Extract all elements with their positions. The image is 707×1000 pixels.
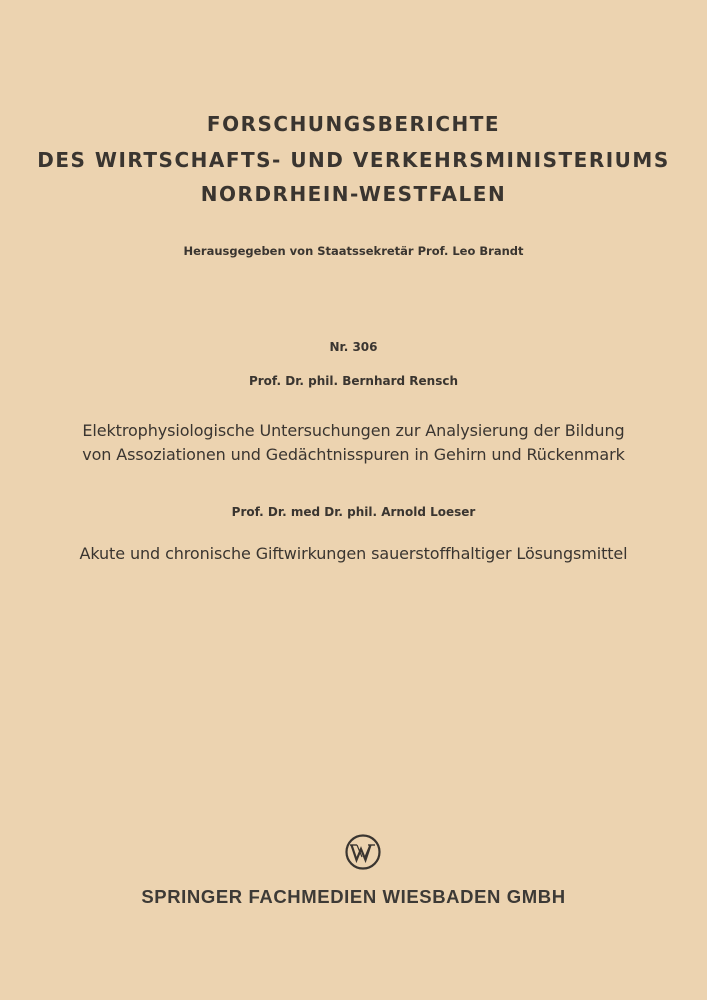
- title-1-line-2: von Assoziationen und Gedächtnisspuren in Gehirn und Rückenmark: [82, 445, 625, 464]
- series-title-line-1: FORSCHUNGSBERICHTE: [206, 112, 501, 136]
- author-1: Prof. Dr. phil. Bernhard Rensch: [248, 374, 459, 388]
- editor-line: Herausgegeben von Staatssekretär Prof. Leo Brandt: [183, 244, 524, 258]
- series-title-line-3: NORDRHEIN-WESTFALEN: [200, 182, 507, 206]
- publisher-name: SPRINGER FACHMEDIEN WIESBADEN GMBH: [141, 886, 566, 907]
- title-2-line-1: Akute und chronische Giftwirkungen sauerstoffhaltiger Lösungsmittel: [79, 544, 628, 563]
- author-2: Prof. Dr. med Dr. phil. Arnold Loeser: [231, 505, 476, 519]
- report-number: Nr. 306: [329, 340, 378, 354]
- title-1-line-1: Elektrophysiologische Untersuchungen zur Analysierung der Bildung: [82, 421, 625, 440]
- series-title-line-2: DES WIRTSCHAFTS- UND VERKEHRSMINISTERIUMS: [37, 148, 670, 172]
- publisher-w-logo-icon: [344, 833, 382, 871]
